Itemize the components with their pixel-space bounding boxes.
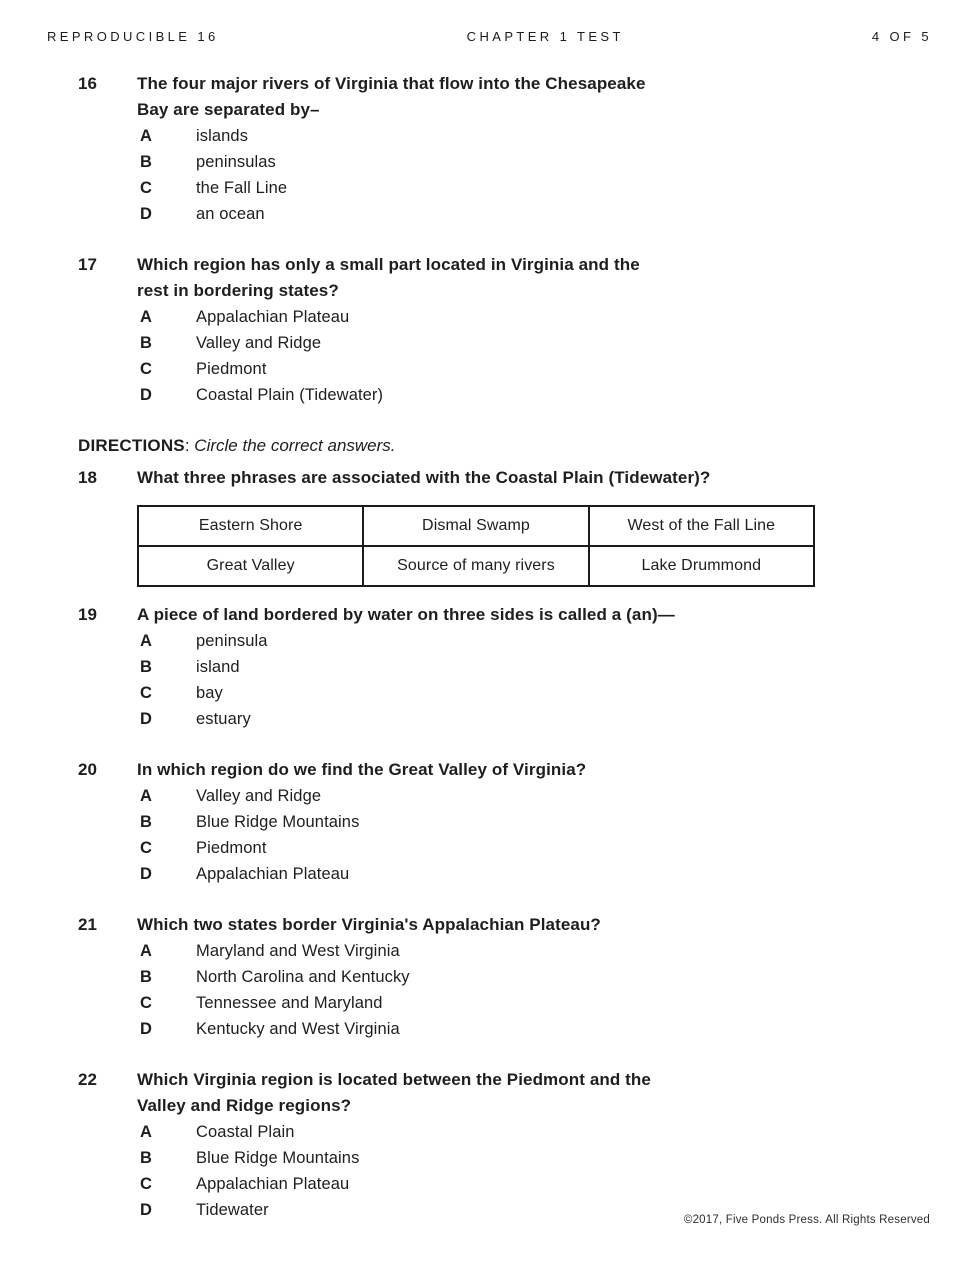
question-number: 21 xyxy=(78,915,97,934)
question-text-line: Which region has only a small part located in Virginia and the xyxy=(137,255,640,274)
option-text: Coastal Plain (Tidewater) xyxy=(196,386,384,404)
option-letter: D xyxy=(140,1020,152,1038)
table-cell[interactable]: Eastern Shore xyxy=(138,506,363,546)
option-text: Valley and Ridge xyxy=(196,787,322,805)
option-a[interactable] xyxy=(137,1119,932,1145)
directions-colon: : xyxy=(184,436,195,455)
question-text-line: Which two states border Virginia's Appalachian Plateau? xyxy=(137,915,601,934)
option-letter: C xyxy=(140,839,152,857)
option-letter: A xyxy=(140,1123,152,1141)
question-19 xyxy=(78,602,932,732)
option-a[interactable] xyxy=(137,123,932,149)
test-content xyxy=(78,71,932,1248)
table-cell[interactable]: Lake Drummond xyxy=(589,546,814,586)
option-text: Tidewater xyxy=(196,1201,269,1219)
option-c[interactable] xyxy=(137,356,932,382)
option-text: estuary xyxy=(196,710,251,728)
question-text-line: Which Virginia region is located between the Piedmont and the xyxy=(137,1070,651,1089)
option-a[interactable] xyxy=(137,628,932,654)
option-c[interactable] xyxy=(137,680,932,706)
option-text: peninsula xyxy=(196,632,268,650)
option-a[interactable] xyxy=(137,783,932,809)
option-letter: A xyxy=(140,632,152,650)
table-cell[interactable]: Source of many rivers xyxy=(363,546,588,586)
option-d[interactable] xyxy=(137,382,932,408)
option-letter: C xyxy=(140,360,152,378)
question-21 xyxy=(78,912,932,1042)
option-text: Piedmont xyxy=(196,839,267,857)
question-22 xyxy=(78,1067,932,1223)
answers-table xyxy=(137,505,815,587)
option-b[interactable] xyxy=(137,809,932,835)
option-b[interactable] xyxy=(137,330,932,356)
option-a[interactable] xyxy=(137,304,932,330)
option-letter: C xyxy=(140,684,152,702)
table-cell[interactable]: West of the Fall Line xyxy=(589,506,814,546)
directions-text: Circle the correct answers. xyxy=(194,436,396,455)
option-text: Blue Ridge Mountains xyxy=(196,813,360,831)
option-b[interactable] xyxy=(137,149,932,175)
option-letter: D xyxy=(140,386,152,404)
question-number: 16 xyxy=(78,74,97,93)
question-text-line: The four major rivers of Virginia that flow into the Chesapeake xyxy=(137,74,646,93)
option-letter: A xyxy=(140,308,152,326)
question-number: 18 xyxy=(78,468,97,487)
question-16 xyxy=(78,71,932,227)
option-letter: C xyxy=(140,994,152,1012)
table-cell[interactable]: Dismal Swamp xyxy=(363,506,588,546)
option-letter: B xyxy=(140,153,152,171)
option-b[interactable] xyxy=(137,1145,932,1171)
question-20 xyxy=(78,757,932,887)
option-d[interactable] xyxy=(137,861,932,887)
page-header xyxy=(47,29,932,44)
option-text: islands xyxy=(196,127,249,145)
option-d[interactable] xyxy=(137,201,932,227)
option-text: Blue Ridge Mountains xyxy=(196,1149,360,1167)
question-body xyxy=(137,1067,932,1223)
option-letter: A xyxy=(140,942,152,960)
option-c[interactable] xyxy=(137,835,932,861)
option-letter: B xyxy=(140,1149,152,1167)
option-letter: D xyxy=(140,1201,152,1219)
question-body xyxy=(137,912,932,1042)
question-number: 19 xyxy=(78,605,97,624)
option-letter: A xyxy=(140,787,152,805)
table-row xyxy=(138,506,814,546)
option-letter: B xyxy=(140,334,152,352)
page-number: 4 OF 5 xyxy=(871,29,932,44)
option-letter: D xyxy=(140,205,152,223)
footer-copyright: ©2017, Five Ponds Press. All Rights Reserved xyxy=(683,1214,930,1226)
option-letter: A xyxy=(140,127,152,145)
question-number: 20 xyxy=(78,760,97,779)
question-number: 22 xyxy=(78,1070,97,1089)
option-text: North Carolina and Kentucky xyxy=(196,968,410,986)
option-text: an ocean xyxy=(196,205,265,223)
option-text: Appalachian Plateau xyxy=(196,865,350,883)
option-text: Kentucky and West Virginia xyxy=(196,1020,400,1038)
question-text-line: rest in bordering states? xyxy=(137,281,339,300)
option-letter: B xyxy=(140,658,152,676)
question-text-line: In which region do we find the Great Valley of Virginia? xyxy=(137,760,587,779)
option-text: Tennessee and Maryland xyxy=(196,994,383,1012)
option-text: island xyxy=(196,658,240,676)
chapter-title: CHAPTER 1 TEST xyxy=(466,29,624,44)
option-letter: C xyxy=(140,1175,152,1193)
option-text: Piedmont xyxy=(196,360,267,378)
question-body xyxy=(137,602,932,732)
option-letter: D xyxy=(140,865,152,883)
option-text: peninsulas xyxy=(196,153,276,171)
question-text-line: Bay are separated by– xyxy=(137,100,320,119)
option-text: Valley and Ridge xyxy=(196,334,322,352)
option-letter: C xyxy=(140,179,152,197)
option-d[interactable] xyxy=(137,706,932,732)
option-c[interactable] xyxy=(137,990,932,1016)
question-text-line: What three phrases are associated with the Coastal Plain (Tidewater)? xyxy=(137,468,711,487)
reproducible-label: REPRODUCIBLE 16 xyxy=(47,29,219,44)
question-text-line: Valley and Ridge regions? xyxy=(137,1096,352,1115)
option-text: the Fall Line xyxy=(196,179,288,197)
question-number: 17 xyxy=(78,255,97,274)
question-body xyxy=(137,252,932,408)
option-a[interactable] xyxy=(137,938,932,964)
table-row xyxy=(138,546,814,586)
question-text-line: A piece of land bordered by water on three sides is called a (an)— xyxy=(137,605,675,624)
directions-label: DIRECTIONS xyxy=(78,436,185,455)
option-c[interactable] xyxy=(137,175,932,201)
question-18 xyxy=(78,465,932,587)
question-body xyxy=(137,71,932,227)
option-text: Maryland and West Virginia xyxy=(196,942,400,960)
option-b[interactable] xyxy=(137,964,932,990)
option-text: Coastal Plain xyxy=(196,1123,295,1141)
option-text: Appalachian Plateau xyxy=(196,308,350,326)
option-b[interactable] xyxy=(137,654,932,680)
option-d[interactable] xyxy=(137,1016,932,1042)
question-body xyxy=(137,465,932,587)
option-letter: B xyxy=(140,968,152,986)
option-text: Appalachian Plateau xyxy=(196,1175,350,1193)
option-letter: B xyxy=(140,813,152,831)
question-body xyxy=(137,757,932,887)
table-cell[interactable]: Great Valley xyxy=(138,546,363,586)
directions-line xyxy=(78,433,932,459)
option-letter: D xyxy=(140,710,152,728)
option-c[interactable] xyxy=(137,1171,932,1197)
question-17 xyxy=(78,252,932,408)
option-text: bay xyxy=(196,684,223,702)
